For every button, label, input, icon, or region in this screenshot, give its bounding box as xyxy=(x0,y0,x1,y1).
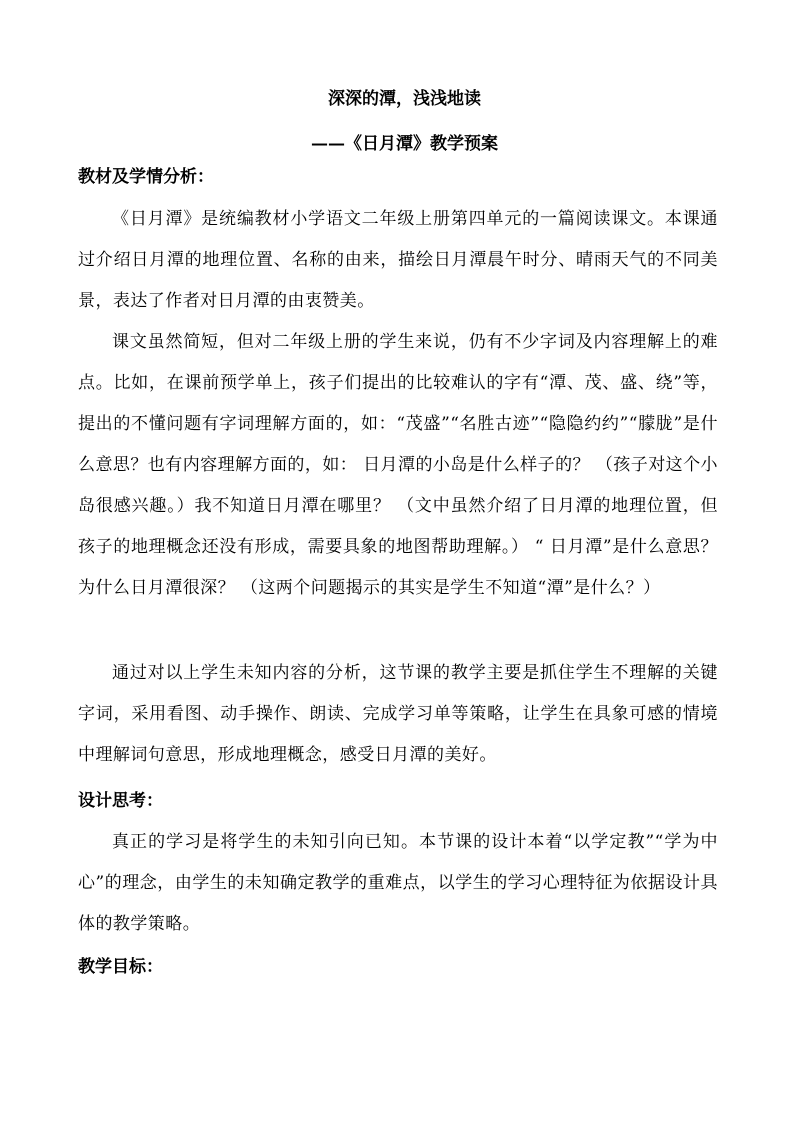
section-heading-objectives: 教学目标： xyxy=(78,957,163,977)
section-heading-design: 设计思考： xyxy=(78,791,163,811)
document-title: 深深的潭，浅浅地读 xyxy=(328,89,481,109)
paragraph-design-1: 真正的学习是将学生的未知引向已知。本节课的设计本着“以学定教”“学为中心”的理念，由学生的未知确定教学的重难点，以学生的学习心理特征为依据设计具体的教学策略。 xyxy=(78,832,718,934)
paragraph-analysis-2: 课文虽然简短，但对二年级上册的学生来说，仍有不少字词及内容理解上的难点。比如，在课前预学单上，孩子们提出的比较难认的字有“潭、茂、盛、绕”等，提出的不懂问题有字词理解方面的，如：“茂盛”“名胜古迹”“隐隐约约”“朦胧”是什么意思？也有内容理解方面的，如： 日月潭的小岛是什么样子的？ （孩子对这个小岛很感兴趣。）我不知道日月潭在哪里？ （文中虽然介绍了日月潭的地理位置，但孩子的地理概念还没有形成，需要具象的地图帮助理解。） “ 日月潭”是什么意思？为什么日月潭很深？ （这两个问题揭示的其实是学生不知道“潭”是什么？） xyxy=(78,332,718,598)
paragraph-analysis-3: 通过对以上学生未知内容的分析，这节课的教学主要是抓住学生不理解的关键字词，采用看图、动手操作、朗读、完成学习单等策略，让学生在具象可感的情境中理解词句意思，形成地理概念，感受日月潭的美好。 xyxy=(78,663,718,765)
paragraph-analysis-1: 《日月潭》是统编教材小学语文二年级上册第四单元的一篇阅读课文。本课通过介绍日月潭的地理位置、名称的由来，描绘日月潭晨午时分、晴雨天气的不同美景，表达了作者对日月潭的由衷赞美。 xyxy=(78,209,718,311)
document-subtitle: ——《日月潭》教学预案 xyxy=(311,134,498,154)
section-heading-analysis: 教材及学情分析： xyxy=(78,167,214,187)
